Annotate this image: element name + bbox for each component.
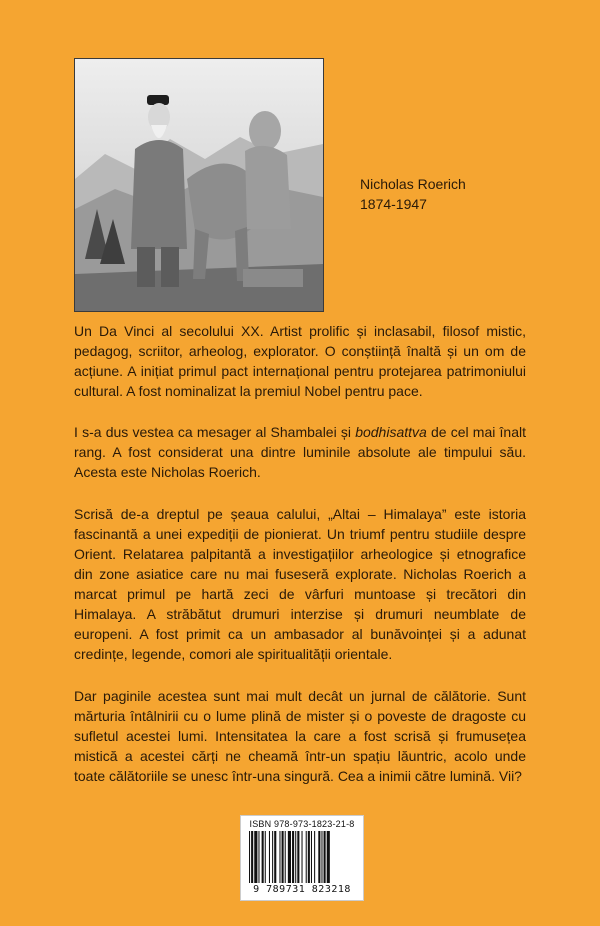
barcode-bar xyxy=(314,831,315,883)
barcode-bar xyxy=(321,831,322,883)
barcode-bar xyxy=(258,831,259,883)
barcode-bar xyxy=(288,831,291,883)
barcode-bar xyxy=(297,831,299,883)
isbn-label: ISBN 978-973-1823-21-8 xyxy=(249,819,355,829)
barcode-bar xyxy=(308,831,310,883)
barcode-bar xyxy=(327,831,330,883)
barcode-bar xyxy=(249,831,250,883)
paragraph-text-after: de cel mai înalt rang. A fost considerat una dintre luminile absolute ale timpului său. Acesta este Nicholas Roerich. xyxy=(74,424,526,480)
paragraph-emphasis: bodhisattva xyxy=(355,424,427,440)
barcode-bar xyxy=(285,831,286,883)
photo-illustration xyxy=(75,59,323,311)
paragraph-text: Dar paginile acestea sunt mai mult decât un jurnal de călătorie. Sunt mărturia întâlnirii cu o lume plină de mister și o poveste de dragoste cu sufletul acestei lumi. Intensitatea la care a fost scrisă și frumusețea mistică a acestei cărți ne cheamă într-un spațiu lăuntric, acolo unde toate călătoriile se unesc într-una singură. Cea a inimii către lumină. Vii? xyxy=(74,688,526,784)
barcode-bar xyxy=(295,831,296,883)
paragraph-text: Scrisă de-a dreptul pe șeaua calului, „Altai – Himalaya” este istoria fascinantă a unei expediții de pionierat. Un triumf pentru studiile despre Orient. Relatarea palpitantă a investigațiilor arheologice și etnografice din zone asiatice care nu mai fuseseră explorate. Nicholas Roerich a marcat primul pe hartă zeci de vârfuri muntoase și trecători din Himalaya. A străbătut drumuri interzise și drumuri neumblate de europeni. A fost primit ca un ambasador al bunăvoinței și a adunat credințe, legende, comori ale spiritualității orientale. xyxy=(74,506,526,662)
blurb-paragraph-1 xyxy=(74,321,526,401)
barcode-bar xyxy=(254,831,257,883)
photo-caption xyxy=(360,174,560,214)
barcode-bar xyxy=(269,831,270,883)
author-name: Nicholas Roerich xyxy=(360,176,466,192)
barcode-bar xyxy=(292,831,294,883)
barcode-bar xyxy=(251,831,253,883)
barcode-bar xyxy=(318,831,320,883)
barcode-bar xyxy=(302,831,303,883)
paragraph-text-before: I s-a dus vestea ca mesager al Shambalei și xyxy=(74,424,356,440)
isbn-barcode xyxy=(240,815,364,901)
barcode-bar xyxy=(274,831,276,883)
paragraph-text xyxy=(74,422,526,482)
barcode-bar xyxy=(265,831,266,883)
barcode-bar xyxy=(324,831,326,883)
isbn-digits: 9 789731 823218 xyxy=(253,884,351,895)
barcode-bar xyxy=(279,831,280,883)
barcode-bar xyxy=(272,831,273,883)
barcode-bars xyxy=(247,831,357,883)
blurb-paragraph-4 xyxy=(74,686,526,786)
barcode-bar xyxy=(282,831,284,883)
barcode-bar xyxy=(311,831,312,883)
paragraph-text: Un Da Vinci al secolului XX. Artist prolific și inclasabil, filosof mistic, pedagog, scriitor, arheolog, explorator. O conștiință înaltă și un om de acțiune. A inițiat primul pact internațional pentru protejarea patrimoniului cultural. A fost nominalizat la premiul Nobel pentru pace. xyxy=(74,323,526,399)
author-photo xyxy=(74,58,324,312)
barcode-bar xyxy=(262,831,264,883)
barcode-bar xyxy=(306,831,307,883)
blurb-paragraph-3 xyxy=(74,504,526,664)
blurb-paragraph-2 xyxy=(74,422,526,482)
author-years: 1874-1947 xyxy=(360,196,427,212)
